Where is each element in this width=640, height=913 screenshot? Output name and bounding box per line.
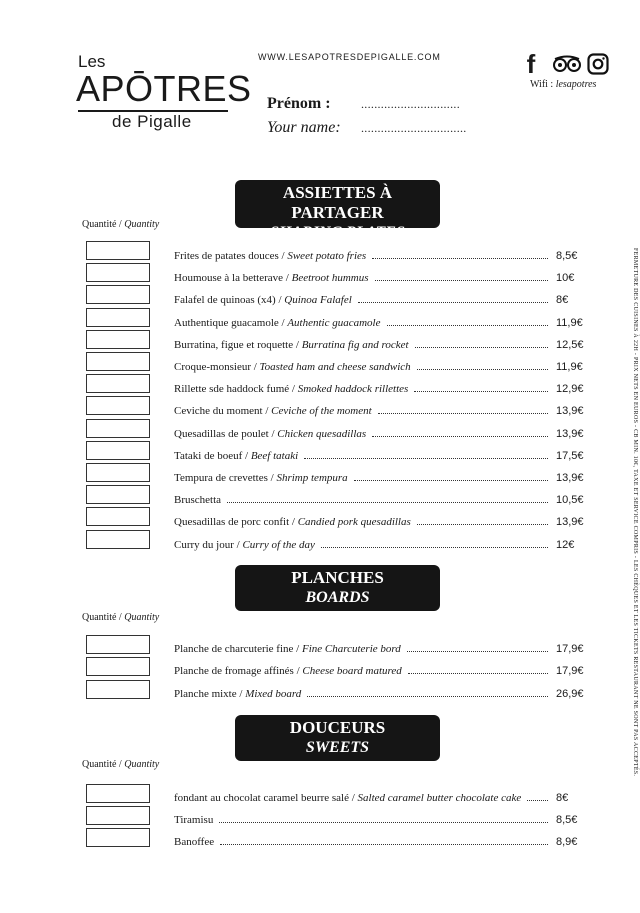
quantity-box[interactable] <box>86 657 150 676</box>
menu-item-name-fr: Tataki de boeuf / <box>174 449 251 462</box>
menu-item <box>174 399 592 417</box>
menu-item-name-en: Shrimp tempura <box>276 472 348 484</box>
menu-item-name-fr: Authentique guacamole / <box>174 316 288 329</box>
quantity-box[interactable] <box>86 806 150 825</box>
menu-item <box>174 510 592 528</box>
menu-item-price: 8€ <box>556 792 569 804</box>
quantity-label: Quantité / Quantity <box>82 219 160 230</box>
menu-item-name-en: Ceviche of the moment <box>271 405 372 418</box>
menu-item-price: 8€ <box>556 294 569 307</box>
menu-item-name <box>174 428 366 440</box>
logo-pigalle: de Pigalle <box>112 112 192 131</box>
quantity-box[interactable] <box>86 784 150 803</box>
section-header-sharing-plates <box>235 180 440 241</box>
menu-item-price: 11,9€ <box>556 316 583 329</box>
logo-apotres: APŌTRES <box>76 68 252 109</box>
menu-item <box>174 377 592 395</box>
quantity-box[interactable] <box>86 463 150 482</box>
menu-item-name-fr: Rillette sde haddock fumé / <box>174 383 298 396</box>
menu-item-name <box>174 836 214 848</box>
tripadvisor-icon[interactable] <box>552 52 582 76</box>
firstname-line[interactable]: .............................. <box>361 97 460 111</box>
menu-item <box>174 659 592 677</box>
menu-item-name-fr: Curry du jour / <box>174 538 243 551</box>
menu-item-name <box>174 643 401 655</box>
menu-item <box>174 466 592 484</box>
menu-item-price: 12,9€ <box>556 383 584 396</box>
menu-item-name-fr: fondant au chocolat caramel beurre salé / <box>174 792 358 804</box>
quantity-box[interactable] <box>86 507 150 526</box>
wifi-value: lesapotres <box>555 79 597 90</box>
quantity-box[interactable] <box>86 441 150 460</box>
menu-item-name <box>174 665 402 677</box>
menu-item-name <box>174 792 521 804</box>
menu-item-name <box>174 688 301 700</box>
menu-item-name-en: Beetroot hummus <box>291 272 369 285</box>
menu-item-name-en: Authentic guacamole <box>287 316 381 329</box>
menu-item-price: 11,9€ <box>556 361 583 373</box>
menu-item-price: 13,9€ <box>556 472 584 484</box>
menu-item-name <box>174 250 366 262</box>
menu-item-name-en: Toasted ham and cheese sandwich <box>259 361 411 373</box>
wifi-info <box>530 79 596 90</box>
section-title-en: SWEETS <box>305 739 370 756</box>
dot-leader <box>414 391 548 392</box>
dot-leader <box>354 480 548 481</box>
menu-item-name-en: Sweet potato fries <box>287 250 367 262</box>
menu-item <box>174 355 592 373</box>
menu-item-price: 8,9€ <box>556 836 578 848</box>
dot-leader <box>415 347 548 348</box>
menu-item <box>174 333 592 351</box>
quantity-box[interactable] <box>86 828 150 847</box>
menu-item-price: 17,5€ <box>556 449 584 462</box>
menu-item-name <box>174 383 408 395</box>
quantity-box[interactable] <box>86 241 150 260</box>
quantity-box[interactable] <box>86 263 150 282</box>
menu-item-name-fr: Banoffee <box>174 836 215 848</box>
menu-item-name-en: Cheese board matured <box>302 665 402 678</box>
dot-leader <box>417 524 548 525</box>
menu-item-name-fr: Planche mixte / <box>174 687 246 700</box>
dot-leader <box>378 413 548 414</box>
menu-item-name <box>174 539 315 551</box>
quantity-box[interactable] <box>86 530 150 549</box>
menu-item-name <box>174 361 411 373</box>
quantity-box[interactable] <box>86 374 150 393</box>
menu-item-name <box>174 339 409 351</box>
menu-item-name-en: Curry of the day <box>242 538 315 551</box>
menu-item <box>174 786 592 804</box>
menu-item <box>174 488 592 506</box>
firstname-label: Prénom : <box>267 95 331 112</box>
menu-item-price: 12€ <box>556 538 575 551</box>
name-fields <box>267 95 467 143</box>
menu-item-name-fr: Tempura de crevettes / <box>174 472 277 484</box>
menu-item-name-fr: Bruschetta <box>174 494 222 507</box>
menu-item-name-en: Burratina fig and rocket <box>301 338 409 351</box>
section-title-fr: PLANCHES <box>291 568 384 587</box>
quantity-box[interactable] <box>86 635 150 654</box>
menu-item <box>174 830 592 848</box>
instagram-icon[interactable] <box>586 52 610 76</box>
dot-leader <box>375 280 549 281</box>
menu-item-name-en: Salted caramel butter chocolate cake <box>357 792 522 804</box>
menu-item <box>174 682 592 700</box>
menu-item-name-fr: Frites de patates douces / <box>174 250 288 262</box>
dot-leader <box>387 325 549 326</box>
menu-item-price: 10,5€ <box>556 494 584 507</box>
menu-item-price: 8,5€ <box>556 250 578 262</box>
quantity-box[interactable] <box>86 285 150 304</box>
dot-leader <box>407 651 548 652</box>
quantity-box[interactable] <box>86 330 150 349</box>
menu-item-name-fr: Burratina, figue et roquette / <box>174 338 302 351</box>
yourname-row[interactable] <box>267 119 467 143</box>
section-header-boards <box>235 565 440 611</box>
menu-item-name-fr: Falafel de quinoas (x4) / <box>174 294 285 307</box>
menu-item <box>174 244 592 262</box>
dot-leader <box>358 302 548 303</box>
quantity-label: Quantité / Quantity <box>82 612 160 623</box>
menu-item-name-fr: Quesadillas de poulet / <box>174 427 278 440</box>
menu-item <box>174 422 592 440</box>
menu-item-price: 8,5€ <box>556 814 578 826</box>
firstname-row[interactable] <box>267 95 467 119</box>
dot-leader <box>321 547 548 548</box>
menu-item-price: 17,9€ <box>556 665 584 678</box>
quantity-box[interactable] <box>86 680 150 699</box>
menu-item-name-fr: Houmouse à la betterave / <box>174 272 292 285</box>
menu-item-name-en: Beef tataki <box>250 449 299 462</box>
quantity-box[interactable] <box>86 396 150 415</box>
logo-les: Les <box>78 52 106 71</box>
dot-leader <box>527 800 548 801</box>
menu-item-price: 10€ <box>556 272 575 285</box>
menu-item <box>174 444 592 462</box>
dot-leader <box>219 822 548 823</box>
side-note <box>628 248 638 777</box>
menu-item-price: 26,9€ <box>556 687 584 700</box>
facebook-icon[interactable]: f <box>526 48 536 79</box>
menu-item-price: 12,5€ <box>556 338 584 351</box>
section-title-en: SHARING PLATES <box>270 224 405 241</box>
dot-leader <box>372 436 548 437</box>
side-note-text: FERMETURE DES CUISINES À 22H - PRIX NETS EN EUROS - CB MIN. 10€, TAXE ET SERVICE COMPRIS - LES CHÈQUES ET LES TICKETS RESTAURANT NE SONT PAS ACCEPTÉS. <box>632 248 638 777</box>
dot-leader <box>220 844 548 845</box>
menu-item-name-fr: Tiramisu <box>174 814 214 826</box>
menu-item-name <box>174 405 372 417</box>
menu-item-name-en: Candied pork quesadillas <box>297 516 411 529</box>
quantity-box[interactable] <box>86 419 150 438</box>
menu-item <box>174 311 592 329</box>
menu-item-name <box>174 814 213 826</box>
section-title-en: BOARDS <box>305 589 370 606</box>
yourname-line[interactable]: ................................ <box>361 121 467 135</box>
section-header-sweets <box>235 715 440 761</box>
website-url: WWW.LESAPOTRESDEPIGALLE.COM <box>258 52 441 62</box>
dot-leader <box>304 458 548 459</box>
menu-item <box>174 637 592 655</box>
menu-item <box>174 266 592 284</box>
quantity-box[interactable] <box>86 308 150 327</box>
menu-item-name <box>174 317 381 329</box>
section-title-fr: ASSIETTES À PARTAGER <box>282 183 393 222</box>
menu-item-name-fr: Quesadillas de porc confit / <box>174 516 298 529</box>
quantity-box[interactable] <box>86 485 150 504</box>
menu-item-price: 13,9€ <box>556 405 584 418</box>
dot-leader <box>372 258 548 259</box>
menu-item-name <box>174 472 348 484</box>
menu-item-name-en: Fine Charcuterie bord <box>301 643 401 655</box>
menu-item-name-fr: Planche de charcuterie fine / <box>174 643 302 655</box>
menu-item-name-en: Chicken quesadillas <box>277 427 367 440</box>
dot-leader <box>307 696 548 697</box>
menu-item-name <box>174 494 221 506</box>
menu-item-name-fr: Ceviche du moment / <box>174 405 272 418</box>
menu-item-name-en: Smoked haddock rillettes <box>297 383 409 396</box>
wifi-label: Wifi : <box>530 79 556 90</box>
menu-item-name <box>174 516 411 528</box>
dot-leader <box>408 673 548 674</box>
menu-item-name <box>174 272 369 284</box>
menu-item-name <box>174 294 352 306</box>
menu-item-name-en: Mixed board <box>245 687 302 700</box>
quantity-label: Quantité / Quantity <box>82 759 160 770</box>
menu-item-price: 17,9€ <box>556 643 584 655</box>
menu-item <box>174 288 592 306</box>
menu-item-name-fr: Croque-monsieur / <box>174 361 260 373</box>
menu-item-price: 13,9€ <box>556 427 584 440</box>
dot-leader <box>227 502 548 503</box>
menu-item-name-fr: Planche de fromage affinés / <box>174 665 303 678</box>
menu-item <box>174 808 592 826</box>
dot-leader <box>417 369 548 370</box>
yourname-label: Your name: <box>267 119 341 136</box>
quantity-box[interactable] <box>86 352 150 371</box>
menu-item-name <box>174 450 298 462</box>
restaurant-logo <box>76 50 252 132</box>
menu-item-price: 13,9€ <box>556 516 584 529</box>
section-title-fr: DOUCEURS <box>289 718 386 737</box>
menu-item-name-en: Quinoa Falafel <box>284 294 352 307</box>
menu-item <box>174 533 592 551</box>
